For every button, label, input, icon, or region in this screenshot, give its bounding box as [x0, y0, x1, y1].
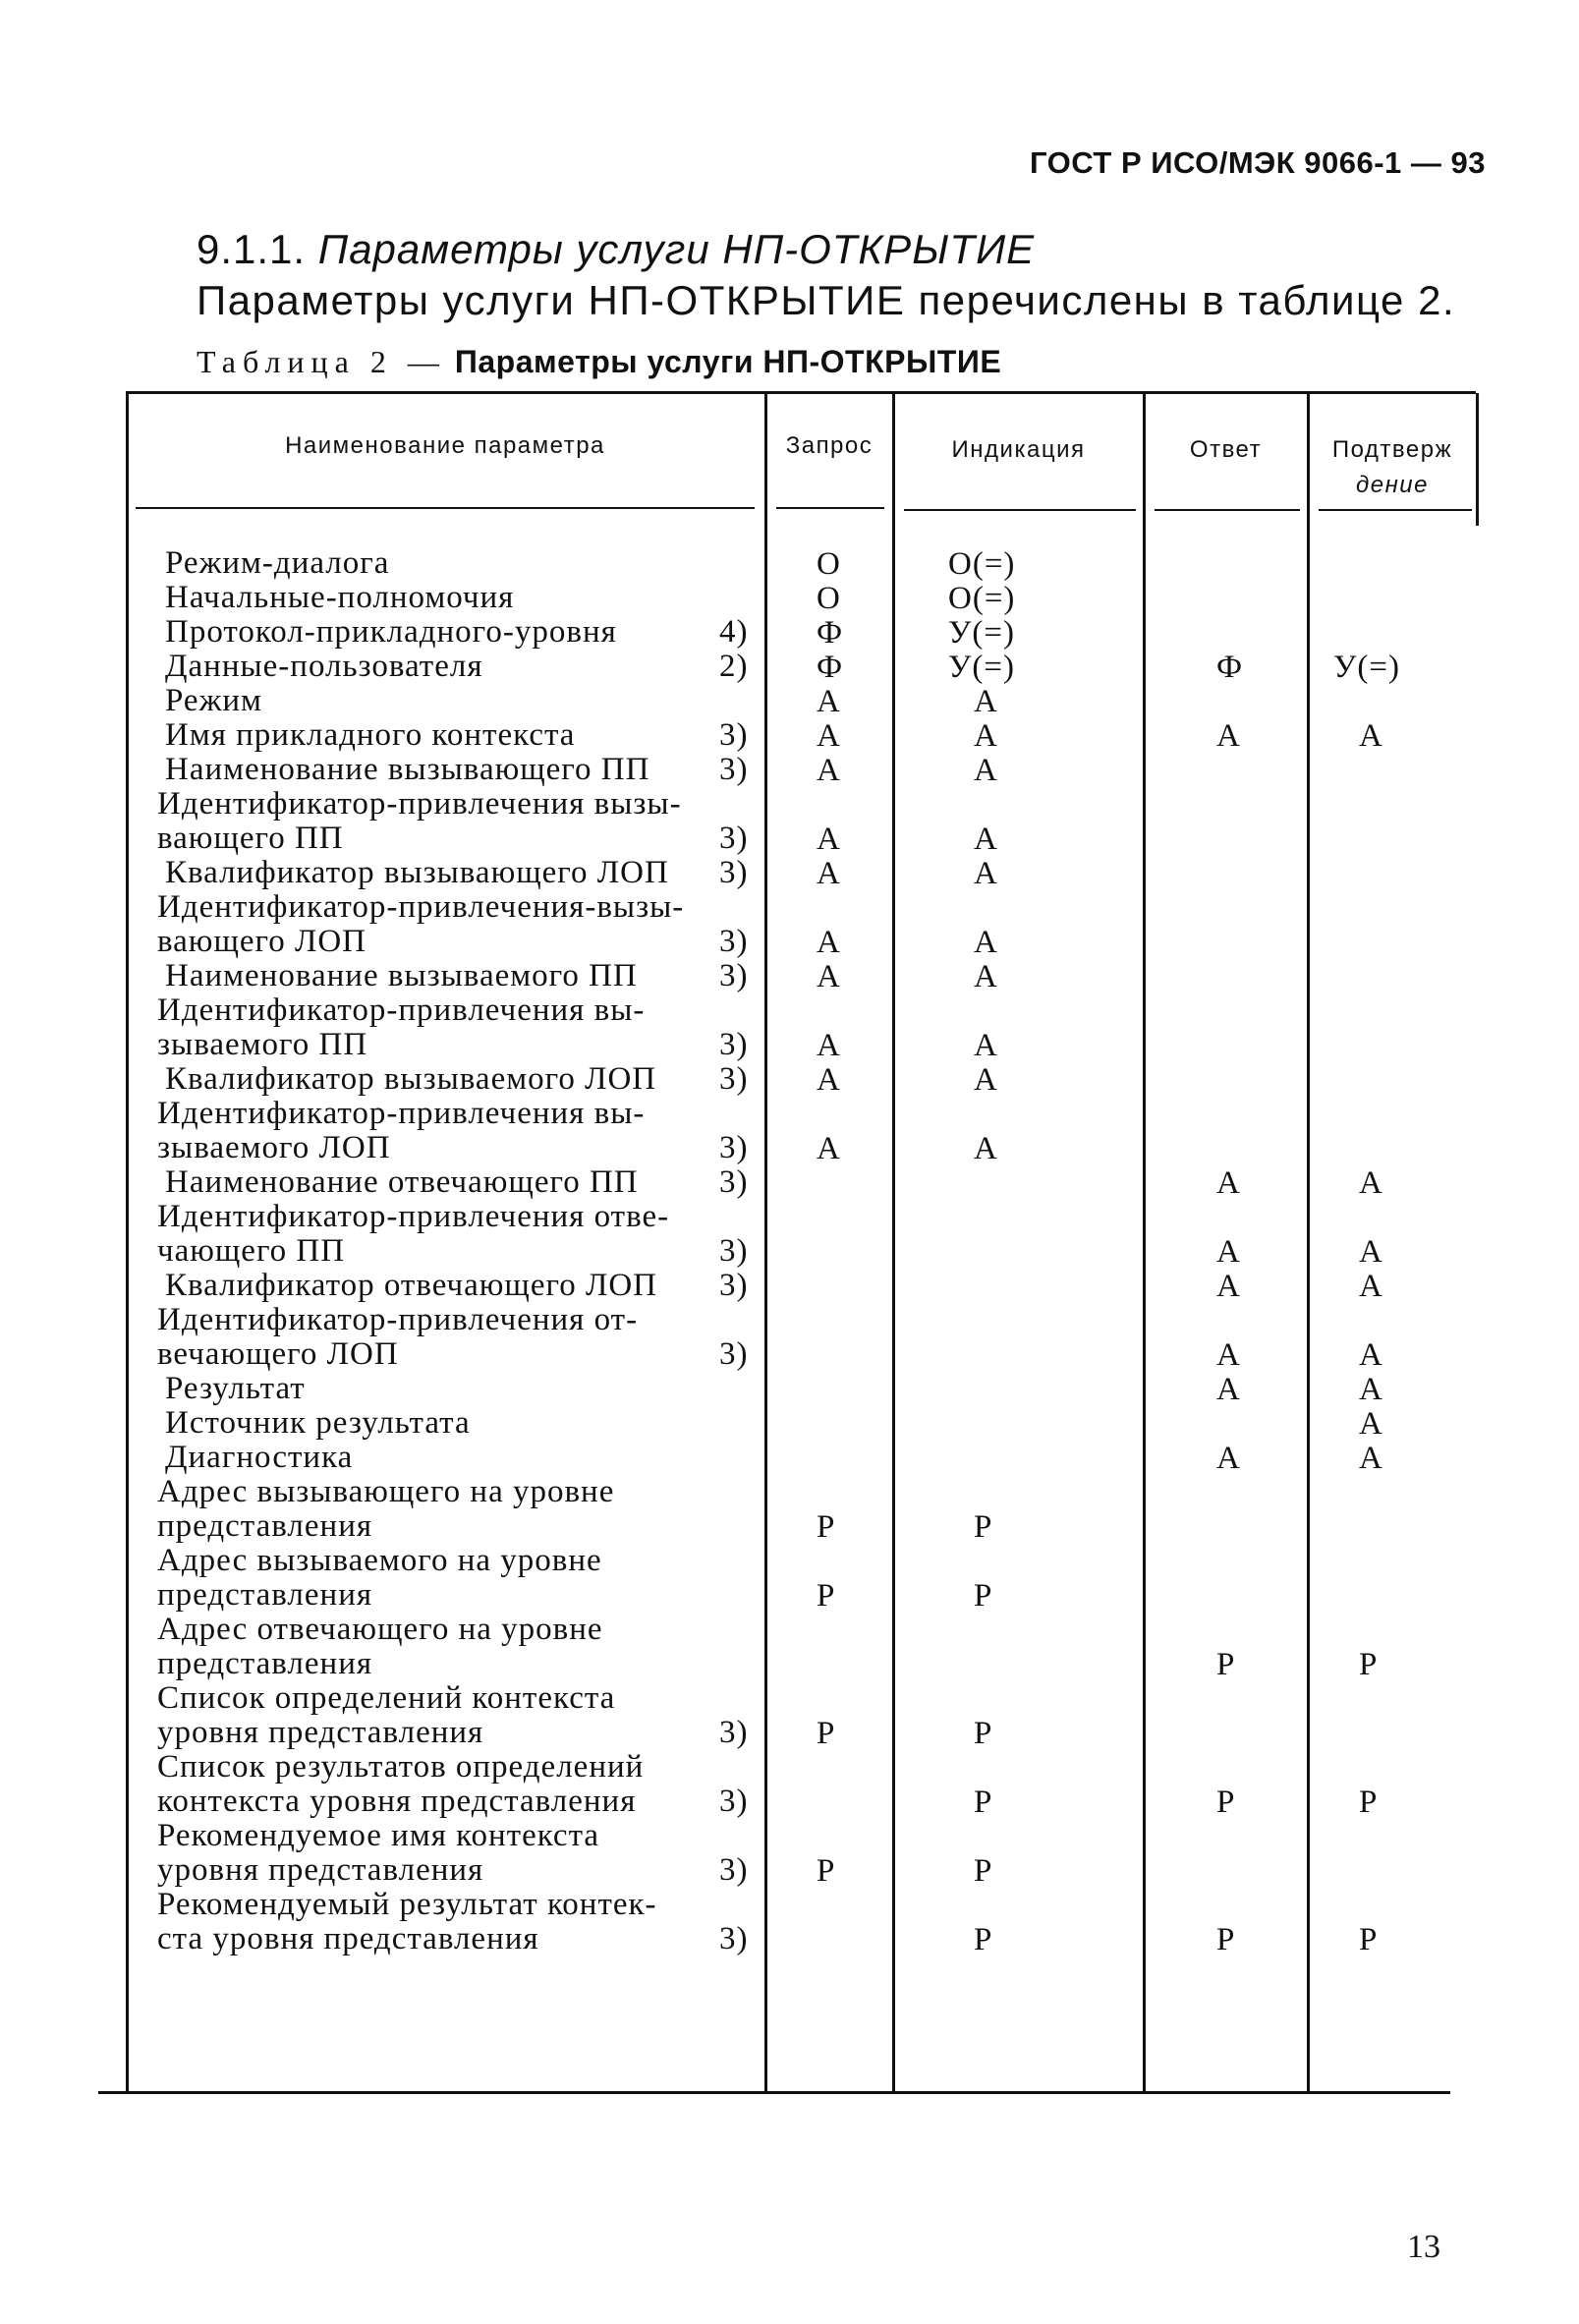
value-request: А [817, 753, 841, 788]
value-indication: Р [974, 1785, 993, 1820]
value-indication: У(=) [948, 650, 1015, 685]
header-underline-indication [904, 509, 1136, 511]
value-request: Ф [817, 650, 844, 685]
parameter-name: Идентификатор-привлечения вы- [157, 992, 646, 1028]
parameter-note: 3) [719, 1784, 749, 1819]
value-indication: А [974, 1062, 998, 1098]
value-confirm: Р [1359, 1785, 1379, 1820]
parameter-name: вающего ЛОП [157, 924, 367, 959]
value-indication: У(=) [948, 615, 1015, 651]
value-confirm: У(=) [1333, 650, 1400, 685]
parameter-name: Режим [165, 683, 262, 718]
parameter-name: вающего ПП [157, 821, 344, 856]
page-number: 13 [1407, 2229, 1440, 2265]
value-request: А [817, 1131, 841, 1166]
parameter-name: представления [157, 1577, 373, 1613]
value-indication: Р [974, 1716, 993, 1751]
column-header-confirm-line1: Подтверж [1331, 436, 1453, 463]
value-indication: А [974, 684, 998, 719]
value-request: Р [817, 1853, 836, 1889]
value-request: О [817, 581, 841, 616]
parameter-note: 4) [719, 614, 749, 650]
value-response: А [1216, 1441, 1241, 1476]
parameter-name: Наименование вызываемого ПП [165, 958, 638, 993]
value-indication: Р [974, 1922, 993, 1957]
value-indication: Р [974, 1853, 993, 1889]
table-left-border [126, 393, 129, 2093]
parameter-name: чающего ПП [157, 1233, 346, 1269]
value-indication: Р [974, 1509, 993, 1545]
column-header-confirm-line2: дение [1355, 472, 1429, 498]
value-request: А [817, 959, 841, 994]
parameter-note: 3) [719, 1852, 749, 1888]
parameter-note: 3) [719, 1336, 749, 1372]
table-top-rule [126, 391, 1476, 394]
column-divider-3 [1143, 393, 1146, 2093]
parameter-note: 3) [719, 1164, 749, 1200]
column-header-name: Наименование параметра [285, 432, 605, 459]
parameter-name: Адрес вызываемого на уровне [157, 1543, 602, 1578]
value-request: Р [817, 1716, 836, 1751]
parameter-name: зываемого ЛОП [157, 1130, 391, 1165]
parameter-note: 3) [719, 717, 749, 753]
value-response: А [1216, 1337, 1241, 1373]
value-request: А [817, 718, 841, 754]
parameter-name: Диагностика [165, 1440, 354, 1475]
parameter-name: зываемого ПП [157, 1027, 368, 1062]
header-underline-name [136, 507, 755, 509]
parameter-name: Квалификатор вызываемого ЛОП [165, 1061, 657, 1097]
table-caption-label: Таблица 2 — [197, 344, 446, 379]
value-indication: О(=) [948, 546, 1016, 582]
parameter-name: Имя прикладного контекста [165, 717, 576, 753]
value-request: А [817, 1062, 841, 1098]
parameter-name: уровня представления [157, 1852, 484, 1888]
parameter-note: 3) [719, 1027, 749, 1062]
parameter-name: Идентификатор-привлечения вы- [157, 1096, 646, 1131]
parameter-name: Протокол-прикладного-уровня [165, 614, 617, 650]
parameter-name: Адрес вызывающего на уровне [157, 1474, 615, 1509]
value-indication: А [974, 1131, 998, 1166]
page-header: ГОСТ Р ИСО/МЭК 9066-1 — 93 [1030, 145, 1486, 180]
parameter-name: Идентификатор-привлечения вызы- [157, 786, 682, 822]
parameter-note: 3) [719, 855, 749, 890]
parameter-name: Идентификатор-привлечения от- [157, 1302, 639, 1337]
column-divider-4 [1307, 393, 1310, 2093]
value-confirm: А [1359, 1165, 1383, 1201]
value-confirm: А [1359, 1372, 1383, 1407]
parameter-name: контекста уровня представления [157, 1784, 637, 1819]
parameter-name: Адрес отвечающего на уровне [157, 1612, 603, 1647]
intro-paragraph: Параметры услуги НП-ОТКРЫТИЕ перечислены в таблице 2. [197, 277, 1456, 323]
value-indication: А [974, 1028, 998, 1063]
parameter-note: 3) [719, 924, 749, 959]
value-confirm: А [1359, 1441, 1383, 1476]
parameter-name: Квалификатор вызывающего ЛОП [165, 855, 669, 890]
parameter-name: ста уровня представления [157, 1921, 539, 1956]
parameter-name: Наименование отвечающего ПП [165, 1164, 639, 1200]
value-response: Р [1216, 1785, 1236, 1820]
header-underline-request [776, 507, 884, 509]
parameter-note: 3) [719, 1268, 749, 1303]
value-response: Р [1216, 1922, 1236, 1957]
parameter-note: 3) [719, 1233, 749, 1269]
parameter-name: Наименование вызывающего ПП [165, 752, 650, 787]
value-response: Р [1216, 1647, 1236, 1682]
parameter-note: 3) [719, 1130, 749, 1165]
value-indication: А [974, 959, 998, 994]
header-underline-response [1155, 509, 1300, 511]
value-request: Р [817, 1578, 836, 1614]
value-response: А [1216, 1372, 1241, 1407]
value-response: А [1216, 1234, 1241, 1270]
parameter-name: Квалификатор отвечающего ЛОП [165, 1268, 657, 1303]
column-header-request: Запрос [785, 432, 874, 459]
parameter-note: 3) [719, 1061, 749, 1097]
value-confirm: А [1359, 718, 1383, 754]
table-caption [197, 344, 1001, 380]
value-indication: А [974, 753, 998, 788]
value-indication: А [974, 718, 998, 754]
parameter-name: представления [157, 1646, 373, 1681]
value-indication: Р [974, 1578, 993, 1614]
parameter-name: Источник результата [165, 1405, 471, 1441]
value-request: А [817, 822, 841, 857]
value-request: А [817, 925, 841, 960]
parameter-note: 3) [719, 821, 749, 856]
value-request: Р [817, 1509, 836, 1545]
value-response: А [1216, 718, 1241, 754]
parameter-name: Список определений контекста [157, 1680, 616, 1716]
value-response: Ф [1216, 650, 1244, 685]
column-header-response: Ответ [1189, 436, 1263, 463]
parameter-note: 2) [719, 649, 749, 684]
parameter-name: Режим-диалога [165, 545, 390, 581]
value-confirm: А [1359, 1337, 1383, 1373]
section-heading [197, 226, 1035, 273]
value-confirm: А [1359, 1406, 1383, 1442]
parameter-name: Рекомендуемое имя контекста [157, 1818, 600, 1853]
parameter-name: Идентификатор-привлечения отве- [157, 1199, 670, 1234]
table-caption-title: Параметры услуги НП-ОТКРЫТИЕ [454, 344, 1002, 379]
parameter-name: Идентификатор-привлечения-вызы- [157, 889, 685, 925]
parameter-name: Данные-пользователя [165, 649, 483, 684]
value-indication: А [974, 856, 998, 891]
column-divider-2 [892, 393, 895, 2093]
parameter-name: Рекомендуемый результат контек- [157, 1887, 657, 1922]
parameter-note: 3) [719, 958, 749, 993]
value-indication: О(=) [948, 581, 1016, 616]
parameter-name: уровня представления [157, 1715, 484, 1750]
value-request: А [817, 1028, 841, 1063]
value-response: А [1216, 1269, 1241, 1304]
parameter-name: представления [157, 1508, 373, 1544]
table-right-border [1476, 393, 1479, 526]
value-confirm: А [1359, 1269, 1383, 1304]
parameter-name: вечающего ЛОП [157, 1336, 399, 1372]
column-divider-1 [764, 393, 767, 2093]
parameter-name: Результат [165, 1371, 306, 1406]
parameter-note: 3) [719, 1921, 749, 1956]
table-bottom-rule [98, 2091, 1450, 2094]
value-request: А [817, 684, 841, 719]
header-underline-confirm [1319, 509, 1472, 511]
value-indication: А [974, 822, 998, 857]
value-confirm: А [1359, 1234, 1383, 1270]
column-header-confirm [1309, 432, 1476, 503]
parameter-name: Список результатов определений [157, 1749, 645, 1785]
parameter-note: 3) [719, 1715, 749, 1750]
value-request: Ф [817, 615, 844, 651]
value-confirm: Р [1359, 1922, 1379, 1957]
section-number: 9.1.1. [197, 226, 307, 272]
column-header-indication: Индикация [951, 436, 1086, 463]
section-title: Параметры услуги НП-ОТКРЫТИЕ [317, 226, 1036, 272]
value-confirm: Р [1359, 1647, 1379, 1682]
value-response: А [1216, 1165, 1241, 1201]
value-request: А [817, 856, 841, 891]
parameter-name: Начальные-полномочия [165, 580, 515, 615]
parameter-note: 3) [719, 752, 749, 787]
value-request: О [817, 546, 841, 582]
value-indication: А [974, 925, 998, 960]
